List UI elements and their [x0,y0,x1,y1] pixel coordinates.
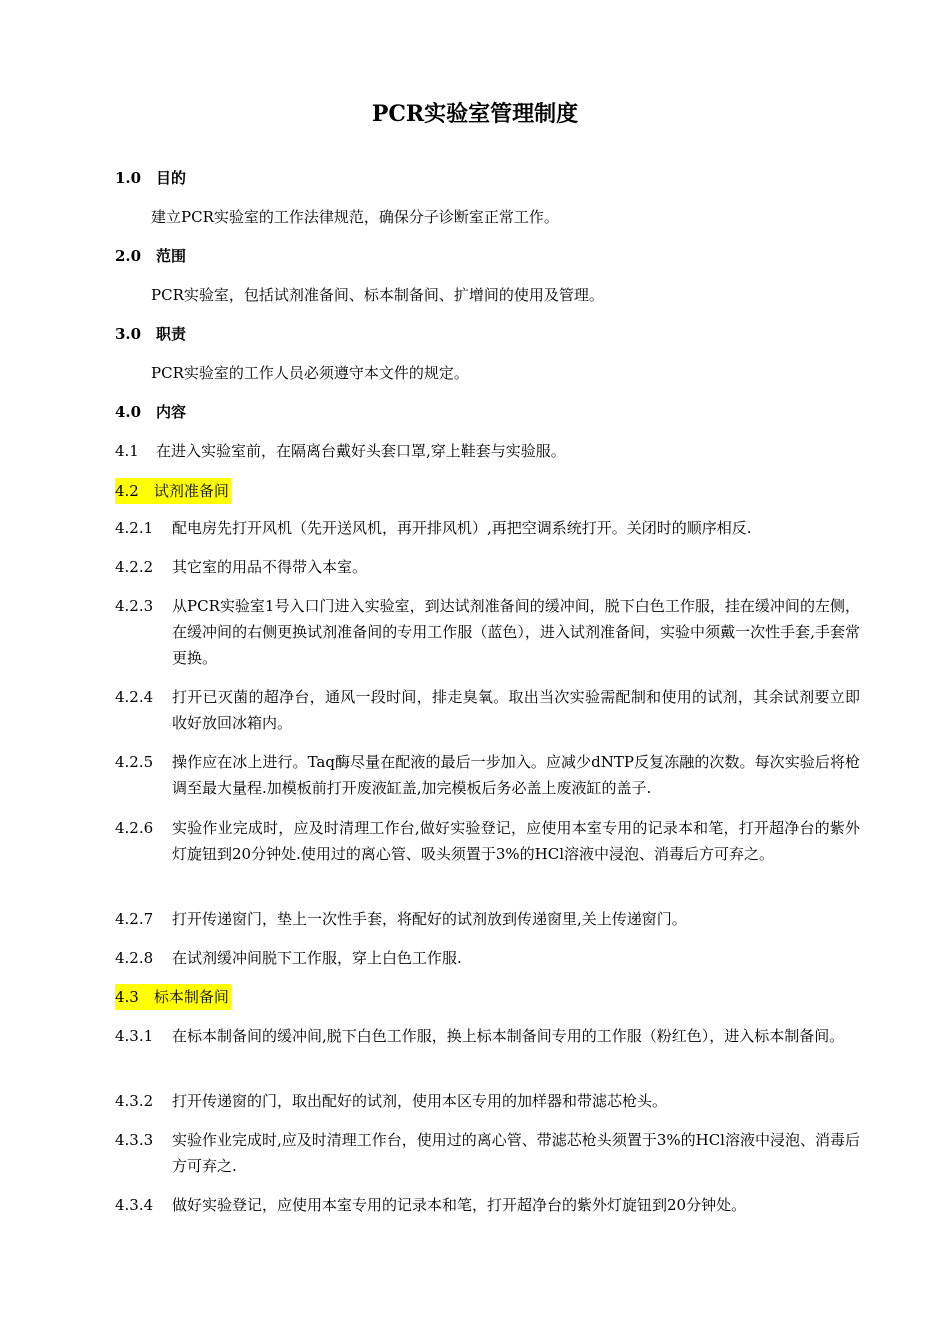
item-number: 4.3.1 [115,1027,154,1045]
item-text: 操作应在冰上进行。Taq酶尽量在配液的最后一步加入。应减少dNTP反复冻融的次数。每次实验后将枪调至最大量程.加模板前打开废液缸盖,加完模板后务必盖上废液缸的盖子. [172,753,860,797]
section-text-1: 建立PCR实验室的工作法律规范，确保分子诊断室正常工作。 [151,208,559,226]
item-text: 从PCR实验室1号入口门进入实验室，到达试剂准备间的缓冲间，脱下白色工作服，挂在缓冲间的左侧，在缓冲间的右侧更换试剂准备间的专用工作服（蓝色），进入试剂准备间，实验中须戴一次性手套,手套常更换。 [172,597,860,667]
section-text-3: PCR实验室的工作人员必须遵守本文件的规定。 [151,364,469,382]
section-number: 2.0 [115,247,142,265]
item-number: 4.2.8 [115,949,154,967]
subsection-label: 试剂准备间 [153,482,229,500]
item-4-2-6 [115,815,860,867]
subsection-label: 标本制备间 [153,988,229,1006]
item-number: 4.2.3 [115,597,154,615]
item-number: 4.3.2 [115,1092,154,1110]
item-number: 4.2.4 [115,688,154,706]
item-text: 在试剂缓冲间脱下工作服，穿上白色工作服. [172,949,462,967]
item-number: 4.3.3 [115,1131,154,1149]
item-4-2-1 [115,515,860,541]
item-text: 其它室的用品不得带入本室。 [172,558,368,576]
item-4-2-7 [115,906,860,932]
item-text: 在进入实验室前，在隔离台戴好头套口罩,穿上鞋套与实验服。 [156,442,566,460]
document-title: PCR实验室管理制度 [371,101,579,127]
subsection-number: 4.2 [115,482,139,500]
item-4-2-4 [115,684,860,736]
item-text: 在标本制备间的缓冲间,脱下白色工作服，换上标本制备间专用的工作服（粉红色），进入标本制备间。 [172,1027,845,1045]
item-text: 实验作业完成时,应及时清理工作台，使用过的离心管、带滤芯枪头须置于3%的HCl溶液中浸泡、消毒后方可弃之. [172,1131,860,1175]
subsection-heading-4-3 [115,984,860,1010]
item-text: 打开传递窗的门，取出配好的试剂，使用本区专用的加样器和带滤芯枪头。 [172,1092,668,1110]
highlighted-heading [115,478,231,504]
item-4-3-1 [115,1023,860,1049]
item-text: 打开已灭菌的超净台，通风一段时间，排走臭氧。取出当次实验需配制和使用的试剂，其余试剂要立即收好放回冰箱内。 [172,688,860,732]
subsection-number: 4.3 [115,988,139,1006]
item-number: 4.1 [115,442,139,460]
section-label: 目的 [156,169,187,187]
item-number: 4.2.7 [115,910,154,928]
section-number: 3.0 [115,325,142,343]
item-text: 实验作业完成时，应及时清理工作台,做好实验登记，应使用本室专用的记录本和笔，打开超净台的紫外灯旋钮到20分钟处.使用过的离心管、吸头须置于3%的HCl溶液中浸泡、消毒后方可弃之。 [172,819,860,863]
item-number: 4.3.4 [115,1196,154,1214]
section-number: 1.0 [115,169,142,187]
section-text-2: PCR实验室，包括试剂准备间、标本制备间、扩增间的使用及管理。 [151,286,604,304]
item-text: 配电房先打开风机（先开送风机，再开排风机）,再把空调系统打开。关闭时的顺序相反. [172,519,752,537]
item-4-2-3 [115,593,860,671]
item-number: 4.2.2 [115,558,154,576]
section-label: 职责 [156,325,187,343]
item-4-3-2 [115,1088,860,1114]
item-number: 4.2.1 [115,519,154,537]
subsection-heading-4-2 [115,478,860,504]
section-label: 范围 [156,247,187,265]
item-text: 做好实验登记，应使用本室专用的记录本和笔，打开超净台的紫外灯旋钮到20分钟处。 [172,1196,747,1214]
section-label: 内容 [156,403,187,421]
item-4-3-3 [115,1127,860,1179]
item-number: 4.2.6 [115,819,154,837]
section-number: 4.0 [115,403,142,421]
item-4-2-8 [115,945,860,971]
item-4-3-4 [115,1192,860,1218]
item-4-2-2 [115,554,860,580]
item-number: 4.2.5 [115,753,154,771]
item-text: 打开传递窗门，垫上一次性手套，将配好的试剂放到传递窗里,关上传递窗门。 [172,910,687,928]
item-4-2-5 [115,749,860,801]
highlighted-heading [115,984,231,1010]
